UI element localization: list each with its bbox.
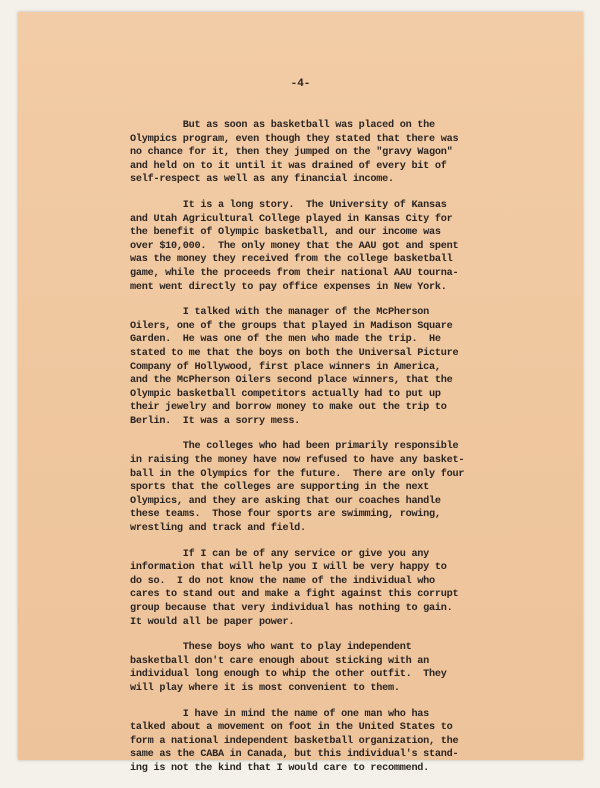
text-line: sports that the colleges are supporting in the next (130, 482, 430, 494)
text-line: their jewelry and borrow money to make out the trip to (130, 402, 447, 414)
text-line: game, while the proceeds from their national AAU tourna- (130, 267, 459, 279)
text-line: form a national independent basketball organization, the (130, 735, 459, 747)
text-line: If I can be of any service or give you any (130, 548, 430, 560)
text-line: The colleges who had been primarily responsible (130, 441, 459, 453)
text-line: It is a long story. The University of Kansas (130, 199, 447, 211)
text-line: ing is not the kind that I would care to recommend. (130, 762, 430, 774)
text-line: information that will help you I will be very happy to (130, 562, 447, 574)
text-line: I have in mind the name of one man who has (130, 708, 430, 720)
paragraph (130, 199, 550, 294)
text-line: and the McPherson Oilers second place winners, that the (130, 375, 453, 387)
paragraph (130, 119, 550, 187)
text-line: self-respect as well as any financial income. (130, 174, 394, 186)
paragraph (130, 306, 550, 428)
text-line: Olympic basketball competitors actually had to put up (130, 388, 441, 400)
paragraph (130, 548, 550, 630)
text-line: and held on to it until it was drained of every bit of (130, 160, 447, 172)
text-line: ment went directly to pay office expenses in New York. (130, 281, 447, 293)
paragraph (130, 440, 550, 535)
paragraph (130, 708, 550, 776)
text-line: the benefit of Olympic basketball, and our income was (130, 227, 441, 239)
text-line: cares to stand out and make a fight against this corrupt (130, 589, 459, 601)
letter-body (130, 119, 550, 788)
text-line: individual long enough to whip the other outfit. They (130, 669, 447, 681)
text-line: basketball don't care enough about sticking with an (130, 655, 430, 667)
text-line: talked about a movement on foot in the United States to (130, 722, 453, 734)
text-line: wrestling and track and field. (130, 523, 306, 535)
page-number: -4- (290, 78, 311, 90)
text-line: stated to me that the boys on both the Universal Picture (130, 347, 459, 359)
text-line: I talked with the manager of the McPherson (130, 307, 430, 319)
text-line: no chance for it, then they jumped on the "gravy Wagon" (130, 147, 453, 159)
text-line: Company of Hollywood, first place winners in America, (130, 361, 441, 373)
text-line: It would all be paper power. (130, 616, 295, 628)
text-line: these teams. Those four sports are swimming, rowing, (130, 509, 441, 521)
text-line: do so. I do not know the name of the individual who (130, 575, 435, 587)
document-page (18, 12, 583, 774)
text-line: over $10,000. The only money that the AAU got and spent (130, 240, 459, 252)
text-line: Berlin. It was a sorry mess. (130, 415, 301, 427)
text-line: Olympics program, even though they stated that there was (130, 133, 459, 145)
paragraph (130, 641, 550, 695)
text-line: will play where it is most convenient to them. (130, 682, 400, 694)
text-line: same as the CABA in Canada, but this individual's stand- (130, 749, 459, 761)
text-line: Oilers, one of the groups that played in Madison Square (130, 320, 453, 332)
text-line: But as soon as basketball was placed on the (130, 120, 435, 131)
text-line: Olympics, and they are asking that our coaches handle (130, 495, 441, 507)
text-line: ball in the Olympics for the future. There are only four (130, 468, 465, 480)
text-line: in raising the money have now refused to have any basket- (130, 455, 465, 467)
text-line: These boys who want to play independent (130, 642, 412, 654)
text-line: Garden. He was one of the men who made the trip. He (130, 334, 441, 346)
text-line: group because that very individual has nothing to gain. (130, 603, 453, 614)
text-line: and Utah Agricultural College played in Kansas City for (130, 213, 453, 225)
text-line: was the money they received from the college basketball (130, 254, 453, 266)
